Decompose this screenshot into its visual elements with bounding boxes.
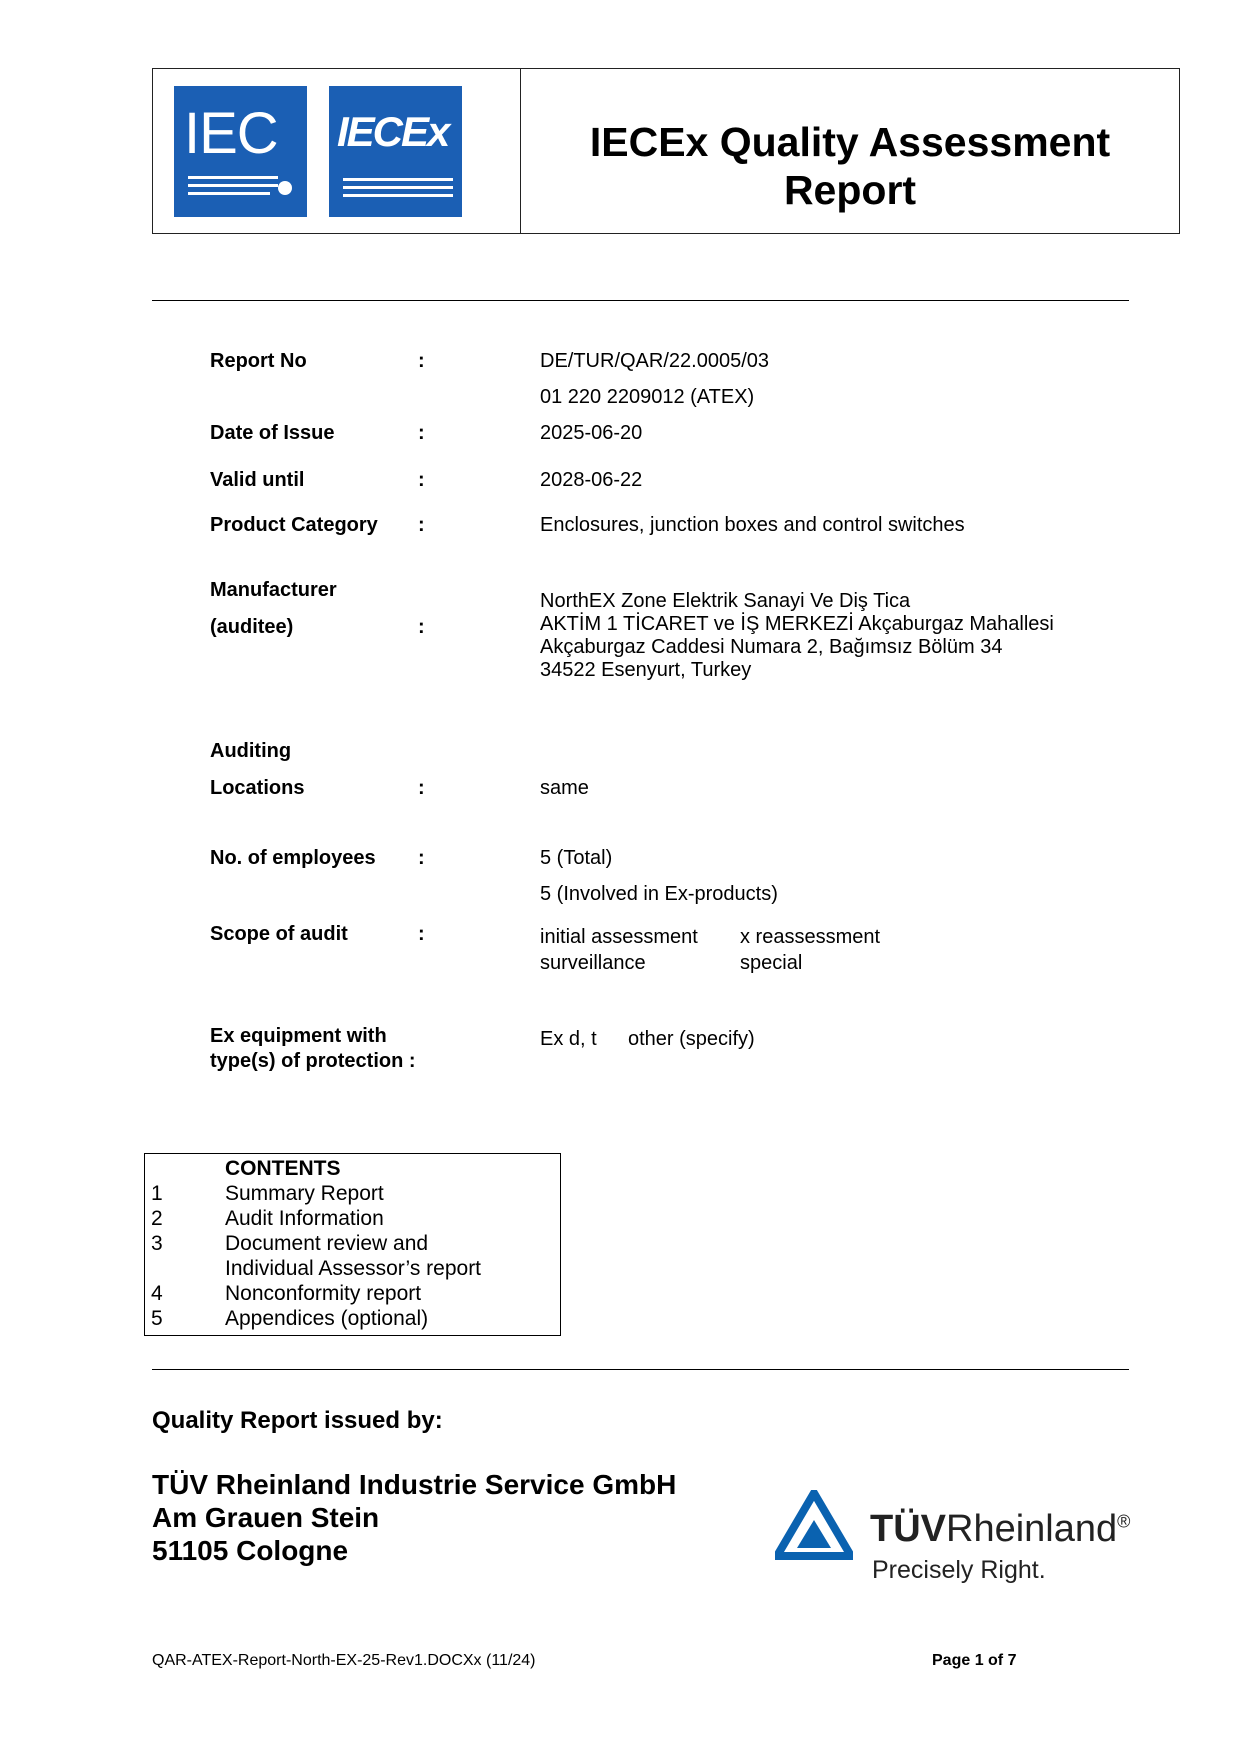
iec-logo-lines bbox=[188, 176, 278, 195]
scope-colon: : bbox=[418, 923, 425, 945]
iecex-logo-lines bbox=[343, 178, 453, 197]
report-no-atex-value: 01 220 2209012 (ATEX) bbox=[540, 386, 755, 408]
employees-total-value: 5 (Total) bbox=[540, 847, 613, 869]
issuer-name: TÜV Rheinland Industrie Service GmbH bbox=[152, 1469, 677, 1500]
tuv-tagline: Precisely Right. bbox=[872, 1556, 1046, 1584]
report-no-colon: : bbox=[418, 350, 425, 372]
locations-colon: : bbox=[418, 777, 425, 799]
contents-box bbox=[144, 1153, 561, 1336]
manufacturer-line: AKTİM 1 TİCARET ve İŞ MERKEZİ Akçaburgaz Mahallesi bbox=[540, 613, 1054, 635]
contents-item: Individual Assessor’s report bbox=[225, 1257, 482, 1280]
locations-value: same bbox=[540, 777, 589, 799]
report-no-label: Report No bbox=[210, 350, 307, 372]
issuer-city: 51105 Cologne bbox=[152, 1535, 349, 1566]
manufacturer-line: Akçaburgaz Caddesi Numara 2, Bağımsız Bölüm 34 bbox=[540, 636, 1003, 658]
tuv-wordmark-rest: Rheinland bbox=[946, 1508, 1118, 1550]
footer-page-number: Page 1 of 7 bbox=[932, 1652, 1017, 1669]
contents-item-num: 5 bbox=[151, 1307, 163, 1330]
scope-reassessment-checkbox: x reassessment bbox=[740, 926, 881, 948]
bottom-rule bbox=[152, 1369, 1129, 1370]
title-line-2: Report bbox=[783, 167, 917, 213]
valid-until-value: 2028-06-22 bbox=[540, 469, 643, 491]
registered-mark: ® bbox=[1117, 1511, 1131, 1532]
valid-until-colon: : bbox=[418, 469, 425, 491]
iec-logo bbox=[174, 86, 307, 217]
tuv-triangle-icon bbox=[775, 1490, 853, 1560]
contents-heading: CONTENTS bbox=[225, 1157, 341, 1180]
iec-logo-dot bbox=[278, 181, 292, 195]
iecex-logo-text: IECEx bbox=[337, 108, 449, 155]
title-line-1: IECEx Quality Assessment bbox=[589, 119, 1111, 165]
manufacturer-label: Manufacturer bbox=[210, 579, 337, 601]
date-of-issue-value: 2025-06-20 bbox=[540, 422, 643, 444]
ex-equipment-label: Ex equipment with bbox=[210, 1025, 387, 1047]
document-title bbox=[540, 118, 1160, 214]
header-divider bbox=[520, 68, 521, 234]
valid-until-label: Valid until bbox=[210, 469, 305, 491]
contents-item: Summary Report bbox=[225, 1182, 384, 1205]
manufacturer-line: NorthEX Zone Elektrik Sanayi Ve Diş Tica bbox=[540, 590, 911, 612]
manufacturer-colon: : bbox=[418, 616, 425, 638]
scope-surveillance-checkbox: surveillance bbox=[540, 952, 646, 974]
ex-protection-value: Ex d, t bbox=[540, 1028, 597, 1050]
product-category-value: Enclosures, junction boxes and control switches bbox=[540, 514, 965, 536]
contents-item-num: 4 bbox=[151, 1282, 163, 1305]
protection-type-label: type(s) of protection : bbox=[210, 1050, 416, 1072]
scope-initial-checkbox: initial assessment bbox=[540, 926, 698, 948]
top-rule bbox=[152, 300, 1129, 301]
report-no-value: DE/TUR/QAR/22.0005/03 bbox=[540, 350, 769, 372]
footer-filename: QAR-ATEX-Report-North-EX-25-Rev1.DOCXx (11/24) bbox=[152, 1652, 536, 1669]
issued-by-label: Quality Report issued by: bbox=[152, 1407, 443, 1434]
manufacturer-address bbox=[540, 590, 1054, 682]
contents-item: Appendices (optional) bbox=[225, 1307, 429, 1330]
manufacturer-line: 34522 Esenyurt, Turkey bbox=[540, 659, 752, 681]
contents-item: Document review and bbox=[225, 1232, 429, 1255]
employees-ex-value: 5 (Involved in Ex-products) bbox=[540, 883, 778, 905]
contents-item: Nonconformity report bbox=[225, 1282, 422, 1305]
auditee-label: (auditee) bbox=[210, 616, 294, 638]
date-of-issue-colon: : bbox=[418, 422, 425, 444]
issuer-street: Am Grauen Stein bbox=[152, 1502, 380, 1533]
employees-colon: : bbox=[418, 847, 425, 869]
iec-logo-text: IEC bbox=[184, 101, 278, 166]
contents-item: Audit Information bbox=[225, 1207, 384, 1230]
iecex-logo bbox=[329, 86, 462, 217]
contents-item-num: 3 bbox=[151, 1232, 163, 1255]
date-of-issue-label: Date of Issue bbox=[210, 422, 335, 444]
tuv-wordmark-bold: TÜV bbox=[870, 1508, 946, 1550]
tuv-wordmark bbox=[870, 1508, 1130, 1551]
ex-other-specify: other (specify) bbox=[628, 1028, 755, 1050]
locations-label: Locations bbox=[210, 777, 305, 799]
auditing-label: Auditing bbox=[210, 740, 292, 762]
product-category-colon: : bbox=[418, 514, 425, 536]
product-category-label: Product Category bbox=[210, 514, 378, 536]
contents-item-num: 1 bbox=[151, 1182, 163, 1205]
contents-item-num: 2 bbox=[151, 1207, 163, 1230]
scope-label: Scope of audit bbox=[210, 923, 348, 945]
employees-label: No. of employees bbox=[210, 847, 376, 869]
tuv-rheinland-logo bbox=[775, 1490, 1165, 1590]
scope-special-checkbox: special bbox=[740, 952, 803, 974]
